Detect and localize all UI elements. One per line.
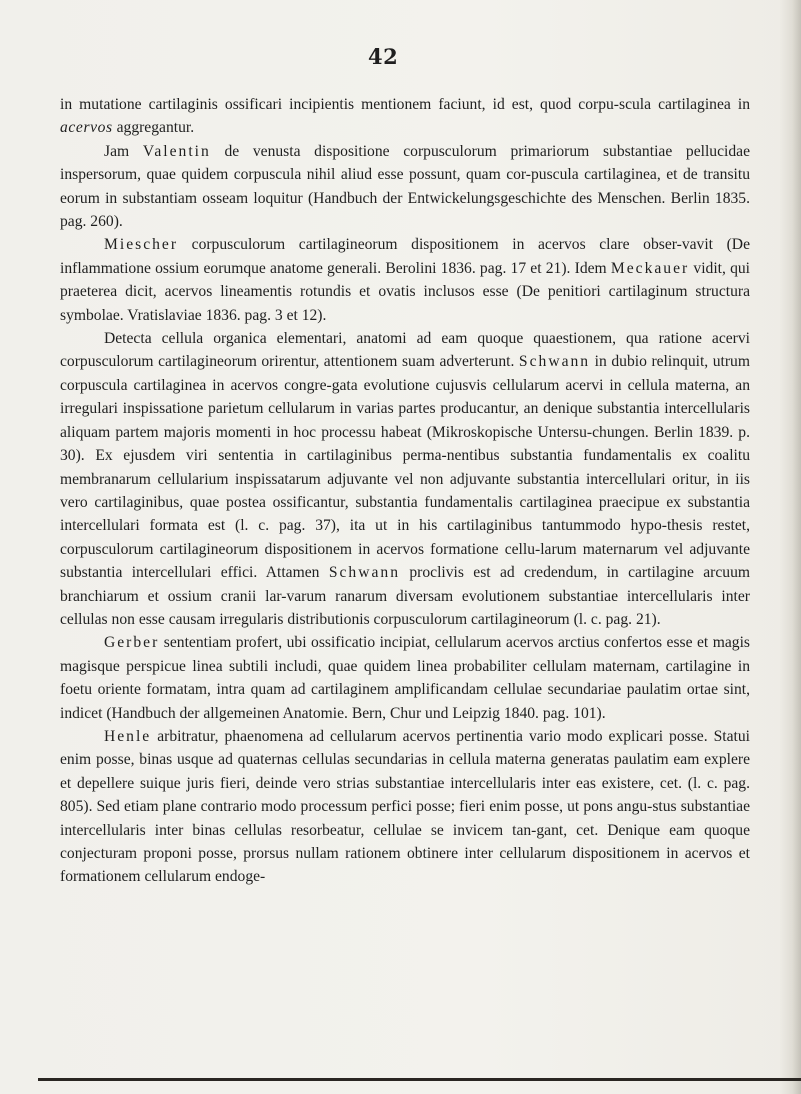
body-text [60,93,750,889]
paragraph [60,631,750,725]
page-edge-shadow [779,0,801,1094]
paragraph [60,725,750,889]
author-name: Schwann [518,353,591,371]
author-name: Gerber [104,634,160,652]
author-name: Miescher [104,236,179,254]
text-run: Jam [104,142,143,160]
bottom-rule-line [38,1078,801,1081]
text-run: corpusculorum cartilagineorum dispositionem in acervos clare obser-vavit (De inflammatione ossium eorumque anatome generali. Berolini 1836. pag. 17 et 21). Idem [60,236,750,277]
paragraph [60,327,750,631]
italic-term: acervos [60,119,113,137]
text-run: aggregantur. [112,119,195,137]
author-name: Meckauer [610,259,690,277]
author-name: Schwann [328,564,400,582]
text-run: in mutatione cartilaginis ossificari incipientis mentionem faciunt, id est, quod corpu-scula cartilaginea in [60,96,750,113]
paragraph [60,140,750,234]
paragraph [60,93,750,140]
text-run: sententiam profert, ubi ossificatio incipiat, cellularum acervos arctius confertos esse et magis magisque perspicue linea subtili includi, quae quidem linea probabiliter cellulam maternam, cartilagine in foetu oriente formatam, intra quam ad cartilaginem amplificandam cellulae secundariae paulatim ortae sint, indicet (Handbuch der allgemeinen Anatomie. Bern, Chur und Leipzig 1840. pag. 101). [60,634,750,722]
text-run: Detecta cellula organica elementari, anatomi ad eam quoque quaestionem, qua ratione acervi corpusculorum cartilagineorum orirentur, attentionem suam adverterunt. [60,330,750,371]
text-run: de venusta dispositione corpusculorum primariorum substantiae pellucidae inspersorum, quae quidem corpuscula nihil aliud esse possunt, quam cor-puscula cartilaginea, et de transitu eorum in substantiam osseam loquitur (Handbuch der Entwickelungsgeschichte des Menschen. Berlin 1835. pag. 260). [60,142,750,231]
paragraph [60,233,750,327]
author-name: Valentin [142,142,211,160]
text-run: vidit, qui praeterea dicit, acervos lineamentis rotundis et ovatis inclusos esse (De penitiori cartilaginum structura symbolae. Vratislaviae 1836. pag. 3 et 12). [60,259,750,324]
text-run: in dubio relinquit, utrum corpuscula cartilaginea in acervos congre-gata evolutione cujusvis cellularum acervi in cellula materna, an irregulari inspissatione parietum cellularum in varias partes producantur, an denique substantia intercellularis aliquam partem majoris momenti in hoc processu habeat (Mikroskopische Untersu-chungen. Berlin 1839. p. 30). Ex ejusdem viri sententia in cartilaginibus perma-nentibus substantia fundamentalis ex coalitu membranarum cellularium inspissatarum adjuvante vel non adjuvante substantia intercellulari oritur, in iis vero cartilaginibus, quae postea ossificantur, substantia fundamentalis cartilaginea praecipue ex substantia intercellulari formata est (l. c. pag. 37), ita ut in his cartilaginibus tantummodo hypo-thesis restet, corpusculorum cartilagineorum dispositionem in acervos formatione cellu-larum maternarum vel adjuvante substantia intercellulari effici. Attamen [60,353,750,582]
text-run: arbitratur, phaenomena ad cellularum acervos pertinentia vario modo explicari posse. Statui enim posse, binas usque ad quaternas cellulas secundarias in cellula materna generatas paulatim eam explere et depellere suique juris fieri, deinde vero strias substantiae intercellularis inter eas existere, cet. (l. c. pag. 805). Sed etiam plane contrario modo processum perfici posse; fieri enim posse, ut pons angu-stus substantiae intercellularis inter binas cellulas resorbeatur, cellulae se invicem tan-gant, cet. Denique eam quoque conjecturam proponi posse, prorsus nullam rationem obtinere inter cellularum dispositionem in acervos et formationem cellularum endoge- [60,727,750,886]
text-run: proclivis est ad credendum, in cartilagine arcuum branchiarum et ossium cranii lar-varum ranarum diversam evolutionem substantiae intercellularis inter cellulas non esse causam irregularis distributionis corpusculorum cartilagineorum (l. c. pag. 21). [60,564,751,628]
author-name: Henle [104,727,152,745]
page-number: 42 [368,44,399,69]
